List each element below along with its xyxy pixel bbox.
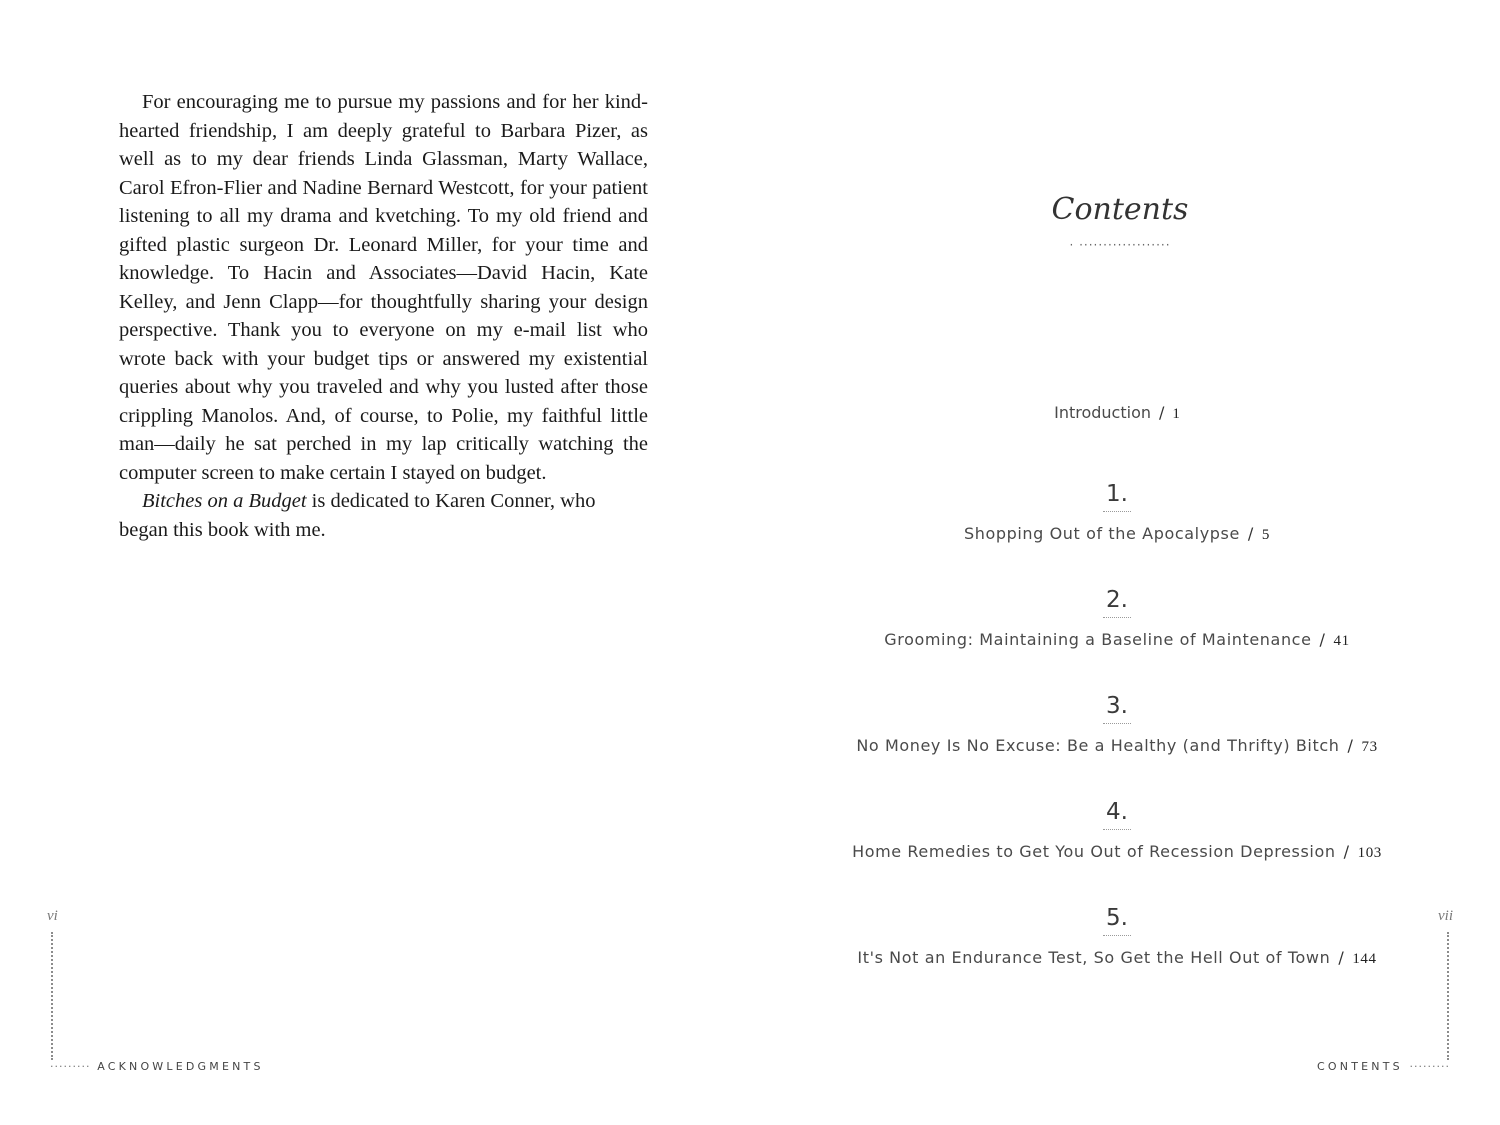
dotted-rule-left xyxy=(51,932,53,1060)
running-head-label-left: ACKNOWLEDGMENTS xyxy=(97,1060,264,1073)
dedication-text: is dedicated to Karen Conner, who began this book with me. xyxy=(119,490,596,541)
chapter-page: 103 xyxy=(1357,845,1382,861)
contents-title-rule: · ··················· xyxy=(1069,238,1171,252)
chapter-line xyxy=(750,842,1484,862)
chapter-number: 4. xyxy=(1103,798,1131,830)
toc-chapter-1[interactable] xyxy=(750,480,1484,544)
page-number-right: vii xyxy=(1438,908,1453,924)
toc-chapter-2[interactable] xyxy=(750,586,1484,650)
toc-chapter-3[interactable] xyxy=(750,692,1484,756)
chapter-title: Shopping Out of the Apocalypse xyxy=(963,524,1240,543)
chapter-title: It's Not an Endurance Test, So Get the Hell Out of Town xyxy=(857,948,1331,967)
chapter-title: Home Remedies to Get You Out of Recession Depression xyxy=(852,842,1336,861)
chapter-title: No Money Is No Excuse: Be a Healthy (and Thrifty) Bitch xyxy=(856,736,1340,755)
contents-title: Contents xyxy=(1051,192,1189,227)
right-page xyxy=(750,0,1500,1125)
dedication-book-title: Bitches on a Budget xyxy=(142,490,307,512)
acknowledgments-paragraph: For encouraging me to pursue my passions and for her kind-hearted friendship, I am deeply grateful to Barbara Pizer, as well as to my dear friends Linda Glassman, Marty Wallace, Carol Efron-Flier and Nadine Bernard Westcott, for your patient listening to all my drama and kvetching. To my old friend and gifted plastic surgeon Dr. Leonard Miller, for your time and knowledge. To Hacin and Associates—David Hacin, Kate Kelley, and Jenn Clapp—for thoughtfully sharing your design perspective. Thank you to everyone on my e-mail list who wrote back with your budget tips or answered my existential queries about why you traveled and why you lusted after those crippling Manolos. And, of course, to Polie, my faithful little man—daily he sat perched in my lap critically watching the computer screen to make certain I stayed on budget. xyxy=(119,91,648,484)
acknowledgments-text xyxy=(119,88,648,544)
chapter-line xyxy=(750,630,1484,650)
running-head-right xyxy=(1317,1060,1450,1073)
chapter-number: 1. xyxy=(1103,480,1131,512)
dotted-rule-right xyxy=(1447,932,1449,1060)
chapter-page: 41 xyxy=(1333,633,1350,649)
toc-chapter-5[interactable] xyxy=(750,904,1484,968)
toc-separator: / xyxy=(1247,524,1254,543)
toc-separator: / xyxy=(1343,842,1350,861)
toc-introduction-label: Introduction xyxy=(1054,403,1151,422)
dedication-paragraph xyxy=(119,487,648,544)
toc-chapter-4[interactable] xyxy=(750,798,1484,862)
running-head-label-right: CONTENTS xyxy=(1317,1060,1403,1073)
chapter-page: 73 xyxy=(1361,739,1378,755)
chapter-title: Grooming: Maintaining a Baseline of Maintenance xyxy=(884,630,1312,649)
page-number-left: vi xyxy=(47,908,58,924)
chapter-number: 5. xyxy=(1103,904,1131,936)
chapter-number: 2. xyxy=(1103,586,1131,618)
running-head-left xyxy=(50,1060,264,1073)
chapter-page: 5 xyxy=(1261,527,1271,543)
chapter-line xyxy=(750,524,1484,544)
chapter-number: 3. xyxy=(1103,692,1131,724)
chapter-line xyxy=(750,948,1484,968)
toc-separator: / xyxy=(1347,736,1354,755)
toc-separator: / xyxy=(1338,948,1345,967)
chapter-page: 144 xyxy=(1352,951,1377,967)
toc-introduction-page: 1 xyxy=(1172,406,1180,422)
chapter-line xyxy=(750,736,1484,756)
toc-separator: / xyxy=(1319,630,1326,649)
toc-separator: / xyxy=(1159,403,1165,422)
running-head-dots-left: ········· xyxy=(50,1060,91,1073)
running-head-dots-right: ········· xyxy=(1409,1060,1450,1073)
toc-introduction[interactable] xyxy=(750,403,1484,423)
